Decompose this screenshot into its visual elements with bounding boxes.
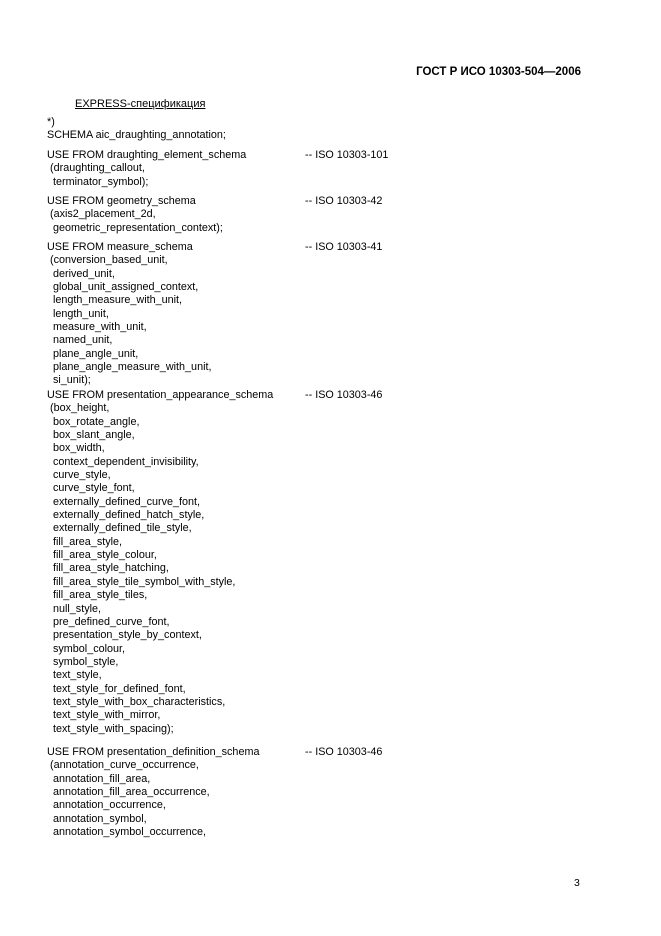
code-line: annotation_occurrence, — [47, 799, 166, 812]
code-line: (axis2_placement_2d, — [47, 208, 156, 221]
code-line: (box_height, — [47, 402, 110, 415]
code-line: curve_style, — [47, 469, 111, 482]
code-line: fill_area_style_tile_symbol_with_style, — [47, 575, 236, 588]
iso-reference: -- ISO 10303-42 — [305, 195, 383, 207]
code-line: terminator_symbol); — [47, 175, 149, 188]
code-line: named_unit, — [47, 334, 113, 347]
section-subtitle: EXPRESS-спецификация — [75, 98, 206, 110]
code-line: annotation_fill_area_occurrence, — [47, 786, 210, 799]
iso-reference: -- ISO 10303-41 — [305, 241, 383, 253]
code-line: symbol_style, — [47, 655, 119, 668]
code-line: text_style_for_defined_font, — [47, 682, 186, 695]
code-line: pre_defined_curve_font, — [47, 615, 170, 628]
code-line: (conversion_based_unit, — [47, 254, 168, 267]
code-line: USE FROM presentation_appearance_schema — [47, 389, 274, 401]
code-block — [47, 116, 226, 143]
code-line: box_rotate_angle, — [47, 415, 140, 428]
code-line: box_width, — [47, 442, 105, 455]
code-line: USE FROM measure_schema — [47, 241, 193, 253]
code-block — [47, 389, 383, 736]
iso-reference: -- ISO 10303-46 — [305, 389, 383, 401]
code-line: fill_area_style, — [47, 535, 123, 548]
code-line: measure_with_unit, — [47, 321, 147, 334]
code-line: externally_defined_curve_font, — [47, 495, 201, 508]
code-line: USE FROM geometry_schema — [47, 195, 196, 207]
code-line: externally_defined_hatch_style, — [47, 509, 205, 522]
code-line: length_unit, — [47, 307, 109, 320]
code-line: annotation_symbol_occurrence, — [47, 826, 207, 839]
code-line: (draughting_callout, — [47, 162, 145, 175]
code-line: fill_area_style_hatching, — [47, 562, 169, 575]
code-line: text_style_with_box_characteristics, — [47, 695, 226, 708]
code-block — [47, 149, 389, 189]
code-line: presentation_style_by_context, — [47, 629, 202, 642]
code-line: USE FROM presentation_definition_schema — [47, 746, 260, 758]
code-line: fill_area_style_colour, — [47, 549, 157, 562]
code-line: plane_angle_measure_with_unit, — [47, 361, 212, 374]
document-header: ГОСТ Р ИСО 10303-504—2006 — [416, 66, 581, 78]
iso-reference: -- ISO 10303-46 — [305, 746, 383, 758]
code-line: null_style, — [47, 602, 102, 615]
code-line: length_measure_with_unit, — [47, 294, 183, 307]
code-line: fill_area_style_tiles, — [47, 589, 148, 602]
page-number: 3 — [574, 877, 580, 889]
code-line: geometric_representation_context); — [47, 221, 223, 234]
code-line: symbol_colour, — [47, 642, 126, 655]
code-line: text_style_with_spacing); — [47, 722, 174, 735]
code-line: text_style, — [47, 669, 102, 682]
code-line: box_slant_angle, — [47, 429, 135, 442]
iso-reference: -- ISO 10303-101 — [305, 149, 389, 161]
code-line: si_unit); — [47, 374, 91, 387]
code-line: context_dependent_invisibility, — [47, 455, 199, 468]
code-line: annotation_fill_area, — [47, 772, 151, 785]
code-line: SCHEMA aic_draughting_annotation; — [47, 129, 226, 142]
code-line: (annotation_curve_occurrence, — [47, 759, 199, 772]
code-line: USE FROM draughting_element_schema — [47, 149, 247, 161]
code-block — [47, 746, 383, 839]
code-line: *) — [47, 116, 55, 128]
code-block — [47, 195, 383, 235]
code-line: text_style_with_mirror, — [47, 709, 161, 722]
code-block — [47, 241, 383, 388]
code-line: plane_angle_unit, — [47, 347, 139, 360]
code-line: global_unit_assigned_context, — [47, 281, 199, 294]
code-line: annotation_symbol, — [47, 812, 147, 825]
code-line: curve_style_font, — [47, 482, 135, 495]
code-line: externally_defined_tile_style, — [47, 522, 192, 535]
code-line: derived_unit, — [47, 267, 115, 280]
